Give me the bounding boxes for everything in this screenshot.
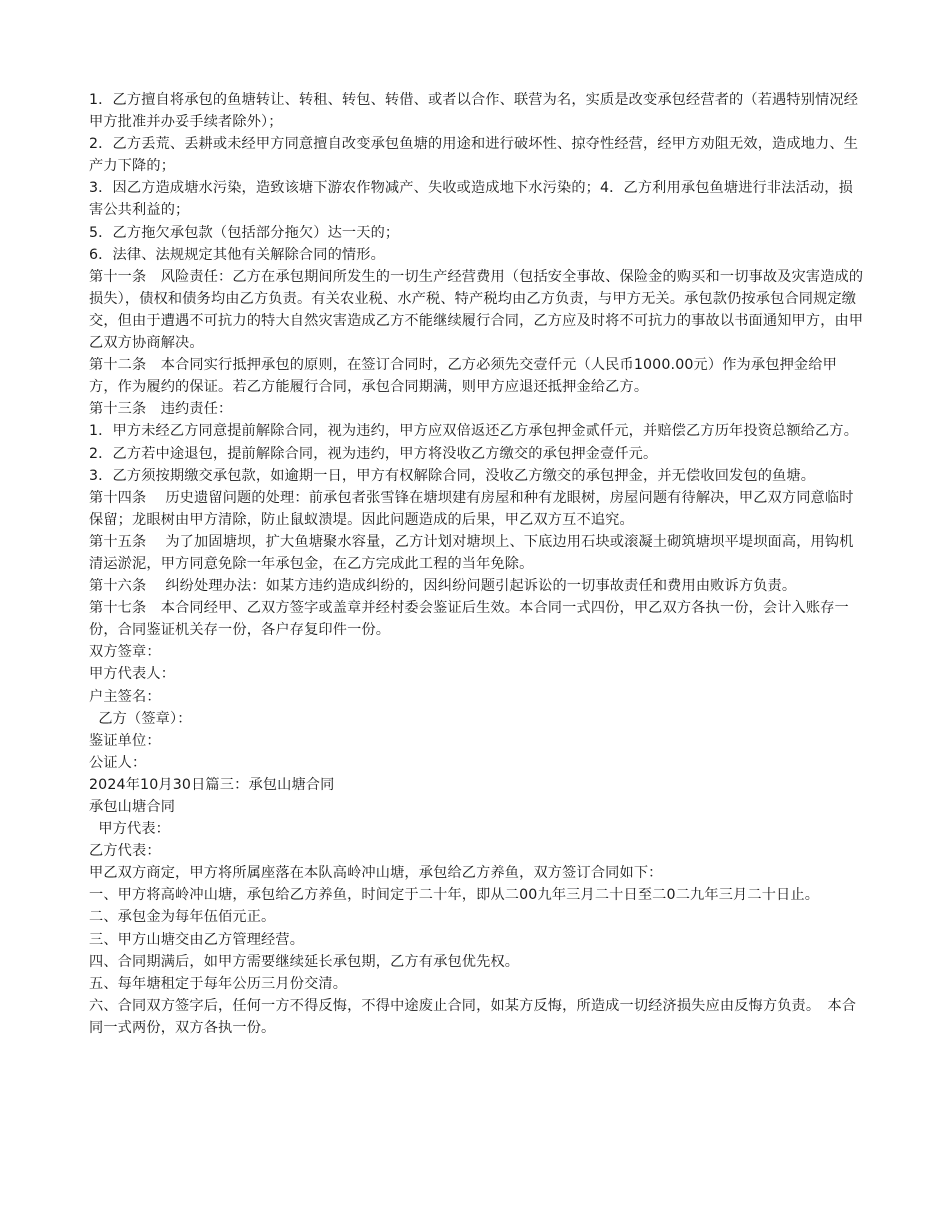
paragraph-clause-17: 第十七条 本合同经甲、乙双方签字或盖章并经村委会鉴证后生效。本合同一式四份，甲乙双方各执一份，会计入账存一份，合同鉴证机关存一份，各户存复印件一份。 (89, 600, 849, 639)
paragraph-term-5: 五、每年塘租定于每年公历三月份交清。 (89, 975, 348, 992)
paragraph-clause-11: 第十一条 风险责任：乙方在承包期间所发生的一切生产经营费用（包括安全事故、保险金的购买和一切事故及灾害造成的损失），债权和债务均由乙方负责。有关农业税、水产税、特产税均由乙方负责，与甲方无关。承包款仍按承包合同规定缴交，但由于遭遇不可抗力的特大自然灾害造成乙方不能继续履行合同，乙方应及时将不可抗力的事故以书面通知甲方，由甲乙双方协商解决。 (89, 268, 864, 352)
paragraph-term-2: 二、承包金为每年伍佰元正。 (89, 909, 276, 926)
paragraph-clause-15: 第十五条 为了加固塘坝，扩大鱼塘聚水容量，乙方计划对塘坝上、下底边用石块或滚凝土砌筑塘坝平堤坝面高，用钩机清运淤泥，甲方同意免除一年承包金，在乙方完成此工程的当年免除。 (89, 533, 854, 572)
paragraph-preamble: 甲乙双方商定，甲方将所属座落在本队高岭冲山塘，承包给乙方养鱼，双方签订合同如下： (89, 865, 663, 882)
paragraph-clause-10-item-1: 1．乙方擅自将承包的鱼塘转让、转租、转包、转借、或者以合作、联营为名，实质是改变承包经营者的（若遇特别情况经甲方批准并办妥手续者除外）； (89, 92, 859, 131)
paragraph-clause-13-heading: 第十三条 违约责任： (89, 401, 233, 418)
signature-line-notary: 公证人： (89, 754, 147, 771)
paragraph-clause-13-item-3: 3．乙方须按期缴交承包款，如逾期一日，甲方有权解除合同，没收乙方缴交的承包押金，并无偿收回发包的鱼塘。 (89, 467, 816, 484)
paragraph-clause-13-item-1: 1．甲方未经乙方同意提前解除合同，视为违约，甲方应双倍返还乙方承包押金贰仟元，并赔偿乙方历年投资总额给乙方。 (89, 423, 859, 440)
paragraph-term-4: 四、合同期满后，如甲方需要继续延长承包期，乙方有承包优先权。 (89, 953, 520, 970)
paragraph-clause-10-item-2: 2．乙方丢荒、丢耕或未经甲方同意擅自改变承包鱼塘的用途和进行破坏性、掠夺性经营，经甲方劝阻无效，造成地力、生产力下降的； (89, 136, 859, 175)
paragraph-clause-12: 第十二条 本合同实行抵押承包的原则，在签订合同时，乙方必须先交壹仟元（人民币1000.00元）作为承包押金给甲方，作为履约的保证。若乙方能履行合同，承包合同期满，则甲方应退还抵押金给乙方。 (89, 357, 837, 396)
paragraph-clause-10-item-3-4: 3．因乙方造成塘水污染，造致该塘下游农作物减产、失收或造成地下水污染的；4．乙方利用承包鱼塘进行非法活动，损害公共利益的； (89, 180, 853, 219)
document-body (89, 89, 864, 1039)
paragraph-clause-10-item-6: 6．法律、法规规定其他有关解除合同的情形。 (89, 246, 385, 263)
party-a-rep-line: 甲方代表： (89, 821, 171, 838)
contract-title: 承包山塘合同 (89, 799, 176, 815)
signature-line-household-head: 户主签名： (89, 688, 161, 705)
party-b-rep-line: 乙方代表： (89, 843, 161, 860)
paragraph-clause-16: 第十六条 纠纷处理办法：如某方违约造成纠纷的，因纠纷问题引起诉讼的一切事故责任和费用由败诉方负责。 (89, 578, 797, 595)
paragraph-term-1: 一、甲方将高岭冲山塘，承包给乙方养鱼，时间定于二十年，即从二00九年三月二十日至二0二九年三月二十日止。 (89, 887, 820, 904)
date-and-section-title: 2024年10月30日篇三：承包山塘合同 (89, 776, 335, 793)
signature-line-both-parties: 双方签章： (89, 644, 161, 661)
paragraph-clause-13-item-2: 2．乙方若中途退包，提前解除合同，视为违约，甲方将没收乙方缴交的承包押金壹仟元。 (89, 445, 658, 462)
paragraph-term-6: 六、合同双方签字后，任何一方不得反悔，不得中途废止合同，如某方反悔，所造成一切经济损失应由反悔方负责。 本合同一式两份，双方各执一份。 (89, 997, 857, 1036)
signature-line-party-a-rep: 甲方代表人： (89, 666, 176, 683)
paragraph-term-3: 三、甲方山塘交由乙方管理经营。 (89, 931, 305, 948)
signature-line-party-b: 乙方（签章）： (89, 710, 192, 727)
signature-line-certifier: 鉴证单位： (89, 732, 161, 749)
paragraph-clause-10-item-5: 5．乙方拖欠承包款（包括部分拖欠）达一天的； (89, 224, 400, 241)
paragraph-clause-14: 第十四条 历史遗留问题的处理：前承包者张雪锋在塘坝建有房屋和种有龙眼树，房屋问题有待解决，甲乙双方同意临时保留；龙眼树由甲方清除，防止鼠蚁溃堤。因此问题造成的后果，甲乙双方互不追究。 (89, 489, 854, 528)
